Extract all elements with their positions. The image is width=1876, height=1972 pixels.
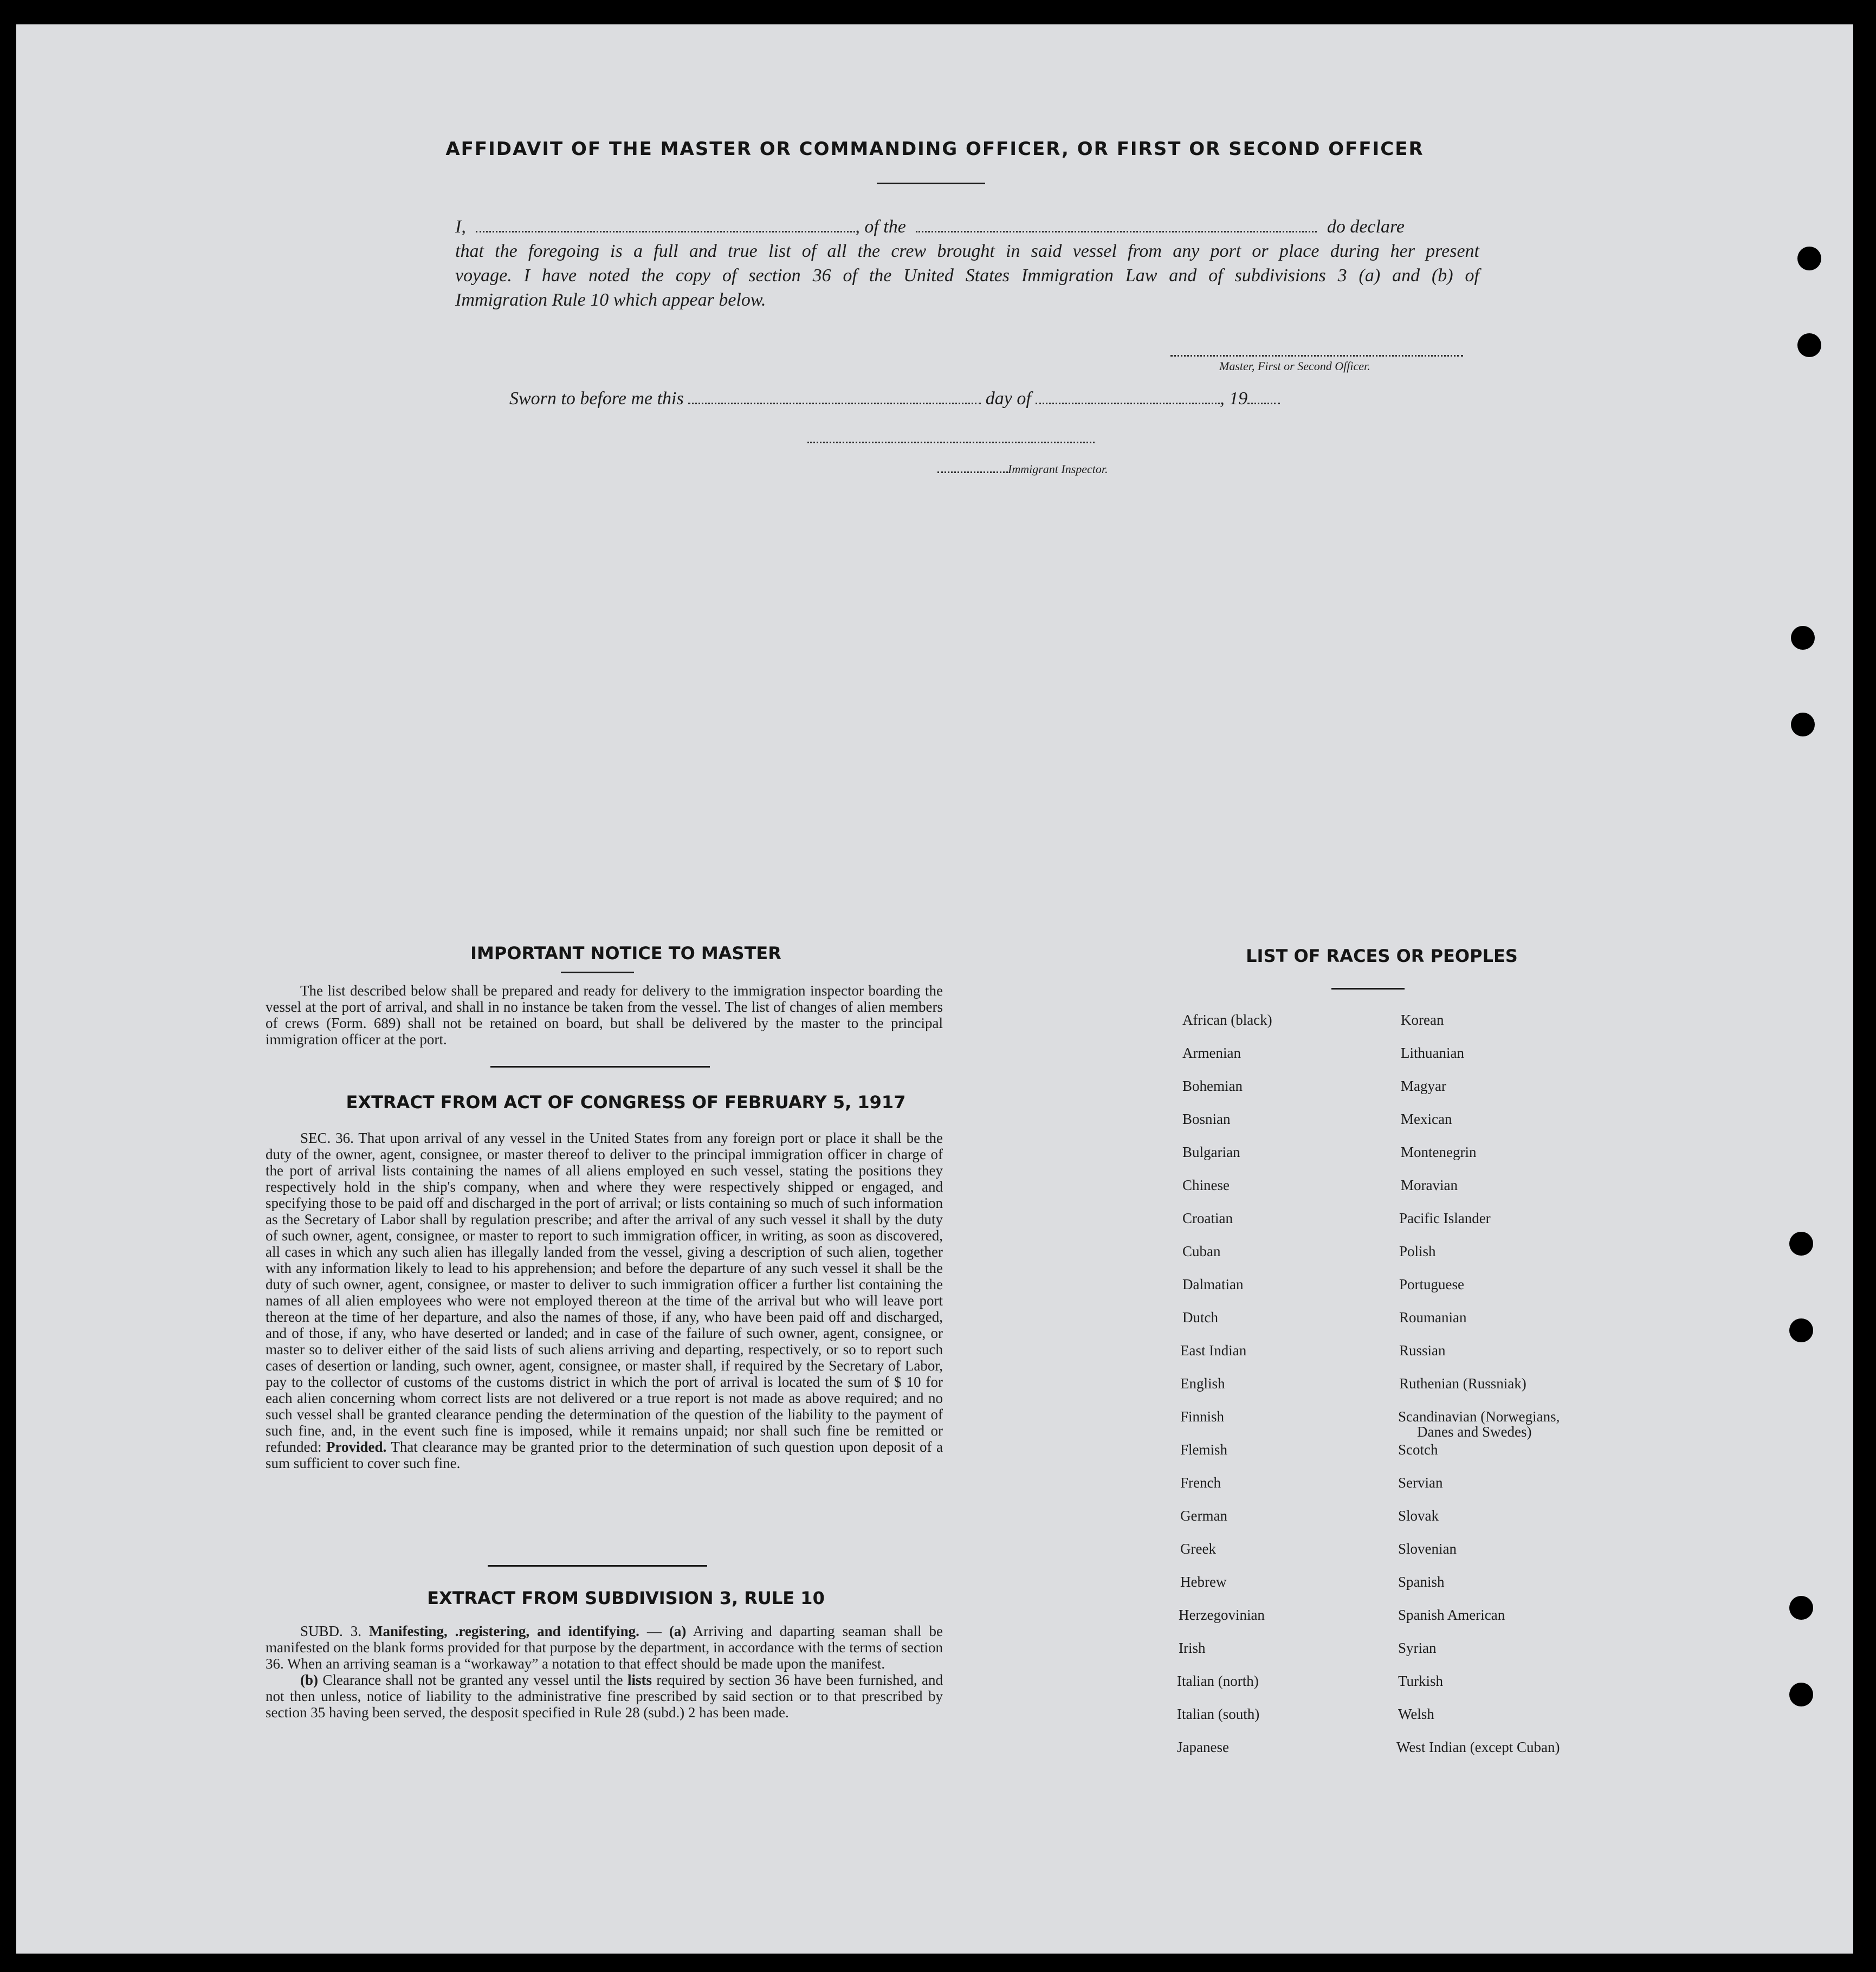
- sworn-line: Sworn to before me this day of , 19: [509, 389, 1534, 409]
- race-item: Japanese: [1177, 1739, 1229, 1755]
- master-signature-field[interactable]: [1170, 355, 1463, 357]
- race-item: West Indian (except Cuban): [1396, 1739, 1560, 1755]
- race-item: Servian: [1398, 1475, 1443, 1491]
- race-item: Dalmatian: [1182, 1276, 1244, 1292]
- race-item: Slovenian: [1398, 1541, 1457, 1557]
- race-item: Bulgarian: [1182, 1144, 1240, 1160]
- race-item: Greek: [1180, 1541, 1216, 1557]
- binder-hole: [1797, 247, 1821, 270]
- master-signature-label: Master, First or Second Officer.: [1219, 359, 1370, 373]
- race-item: Moravian: [1401, 1177, 1458, 1193]
- race-item: Chinese: [1182, 1177, 1230, 1193]
- race-item: Roumanian: [1399, 1309, 1467, 1326]
- binder-hole: [1789, 1318, 1813, 1342]
- race-item: French: [1180, 1475, 1221, 1491]
- race-item: Italian (south): [1177, 1706, 1260, 1722]
- binder-hole: [1789, 1232, 1813, 1256]
- notice-rule: [561, 972, 634, 973]
- race-item: Magyar: [1401, 1078, 1446, 1094]
- race-item: Mexican: [1401, 1111, 1452, 1127]
- race-item: Danes and Swedes): [1417, 1424, 1532, 1440]
- affidavit-line-3: voyage. I have noted the copy of section 36 of the United States Immigration Law and of subdivisions 3 (a) and (b) of: [455, 266, 1479, 286]
- race-item: East Indian: [1180, 1342, 1247, 1359]
- race-item: Finnish: [1180, 1408, 1225, 1425]
- inspector-signature-field[interactable]: [807, 442, 1095, 443]
- binder-hole: [1791, 713, 1815, 736]
- race-item: Slovak: [1398, 1508, 1439, 1524]
- races-title: LIST OF RACES OR PEOPLES: [1246, 946, 1518, 966]
- binder-hole: [1797, 333, 1821, 357]
- race-item: Italian (north): [1177, 1673, 1259, 1689]
- affidavit-title: AFFIDAVIT OF THE MASTER OR COMMANDING OFFICER, OR FIRST OR SECOND OFFICER: [445, 138, 1424, 160]
- race-item: Flemish: [1180, 1441, 1228, 1458]
- race-item: Dutch: [1182, 1309, 1218, 1326]
- rule10-title: EXTRACT FROM SUBDIVISION 3, RULE 10: [427, 1588, 825, 1608]
- race-item: Armenian: [1182, 1045, 1241, 1061]
- race-item: Montenegrin: [1401, 1144, 1477, 1160]
- race-item: Herzegovinian: [1179, 1607, 1265, 1623]
- binder-hole: [1791, 626, 1815, 650]
- race-item: Cuban: [1182, 1243, 1221, 1259]
- affidavit-line-4: Immigration Rule 10 which appear below.: [455, 290, 766, 310]
- race-item: Lithuanian: [1401, 1045, 1464, 1061]
- act-divider: [488, 1565, 707, 1567]
- binder-hole: [1789, 1683, 1813, 1706]
- act-text: SEC. 36. That upon arrival of any vessel in the United States from any foreign port or place it shall be the duty of the owner, agent, consignee, or master thereof to deliver to the principal immigration officer in charge of the port of arrival lists containing the names of all aliens employed en such vessel, stating the positions they respectively hold in the ship's company, when and where they were respectively shipped or engaged, and specifying those to be paid off and discharged in the port of arrival; or lists containing so much of such information as the Secretary of Labor shall by regulation prescribe; and after the arrival of any such vessel it shall by the duty of such owner, agent, consignee, or master to report to such immigration officer, in writing, as soon as discovered, all cases in which any such alien has illegally landed from the vessel, giving a description of such alien, together with any information likely to lead to his apprehension; and before the departure of any such vessel it shall be the duty of such owner, agent, consignee, or master to deliver to such immigration officer a further list containing the names of all alien employees who were not employed thereon at the time of the arrival but who will leave port thereon at the time of her departure, and also the names of those, if any, who have been paid off and discharged, and of those, if any, who have deserted or landed; and in case of the failure of such owner, agent, consignee, or master so to deliver either of the said lists of such aliens arriving and departing, respectively, or so to report such cases of desertion or landing, such owner, agent, consignee, or master shall, if required by the Secretary of Labor, pay to the collector of customs of the customs district in which the port of arrival is located the sum of $ 10 for each alien concerning whom correct lists are not delivered or a true report is not made as above required; and no such vessel shall be granted clearance pending the determination of the question of the liability to the payment of such fine, and, in the event such fine is imposed, while it remains unpaid; nor shall such fine be remitted or refunded: Provided. That clearance may be granted prior to the determination of such question upon deposit of a sum sufficient to cover such fine.: [266, 1130, 943, 1471]
- sworn-year-field[interactable]: [1247, 403, 1280, 404]
- inspector-line: Immigrant Inspector.: [937, 462, 1108, 476]
- title-rule: [877, 183, 985, 184]
- race-item: Syrian: [1398, 1640, 1437, 1656]
- race-item: Spanish: [1398, 1574, 1445, 1590]
- race-item: Scandinavian (Norwegians,: [1398, 1408, 1560, 1425]
- race-item: Russian: [1399, 1342, 1446, 1359]
- binder-hole: [1789, 1596, 1813, 1620]
- vessel-field[interactable]: [916, 231, 1317, 232]
- race-item: Ruthenian (Russniak): [1399, 1375, 1526, 1392]
- sworn-day-field[interactable]: [688, 403, 981, 404]
- race-item: Polish: [1399, 1243, 1436, 1259]
- races-rule: [1331, 988, 1405, 990]
- race-item: German: [1180, 1508, 1227, 1524]
- race-item: Irish: [1179, 1640, 1206, 1656]
- race-item: Pacific Islander: [1399, 1210, 1491, 1226]
- race-item: Korean: [1401, 1012, 1444, 1028]
- act-title: EXTRACT FROM ACT OF CONGRESS OF FEBRUARY 5, 1917: [346, 1092, 906, 1113]
- race-item: Bosnian: [1182, 1111, 1231, 1127]
- notice-divider: [490, 1066, 710, 1068]
- sworn-month-field[interactable]: [1036, 403, 1220, 404]
- affidavit-line-1: I, , of the do declare: [455, 217, 1405, 237]
- notice-text: The list described below shall be prepared and ready for delivery to the immigration inspector boarding the vessel at the port of arrival, and shall in no instance be taken from the vessel. The list of changes of alien members of crews (Form. 689) shall not be retained on board, but shall be delivered by the master to the principal immigration officer at the port.: [266, 982, 943, 1048]
- race-item: Welsh: [1398, 1706, 1434, 1722]
- name-field[interactable]: [476, 231, 855, 232]
- race-item: Bohemian: [1182, 1078, 1243, 1094]
- notice-title: IMPORTANT NOTICE TO MASTER: [470, 943, 781, 964]
- rule10-text: SUBD. 3. Manifesting, .registering, and identifying. — (a) Arriving and daparting seaman shall be manifested on the blank forms provided for that purpose by the department, in accordance with the terms of section 36. When an arriving seaman is a “workaway” a notation to that effect should be made upon the manifest. (b) Clearance shall not be granted any vessel until the lists required by section 36 have been furnished, and not then unless, notice of liability to the administrative fine prescribed by said section or to that prescribed by section 35 having been served, the desposit specified in Rule 28 (subd.) 2 has been made.: [266, 1623, 943, 1721]
- race-item: Croatian: [1182, 1210, 1233, 1226]
- race-item: Hebrew: [1180, 1574, 1227, 1590]
- race-item: Scotch: [1398, 1441, 1438, 1458]
- race-item: African (black): [1182, 1012, 1272, 1028]
- race-item: Spanish American: [1398, 1607, 1505, 1623]
- race-item: Turkish: [1398, 1673, 1444, 1689]
- document-page: [16, 24, 1853, 1954]
- race-item: English: [1180, 1375, 1225, 1392]
- race-item: Portuguese: [1399, 1276, 1464, 1292]
- affidavit-line-2: that the foregoing is a full and true list of all the crew brought in said vessel from any port or place during her present: [455, 241, 1479, 261]
